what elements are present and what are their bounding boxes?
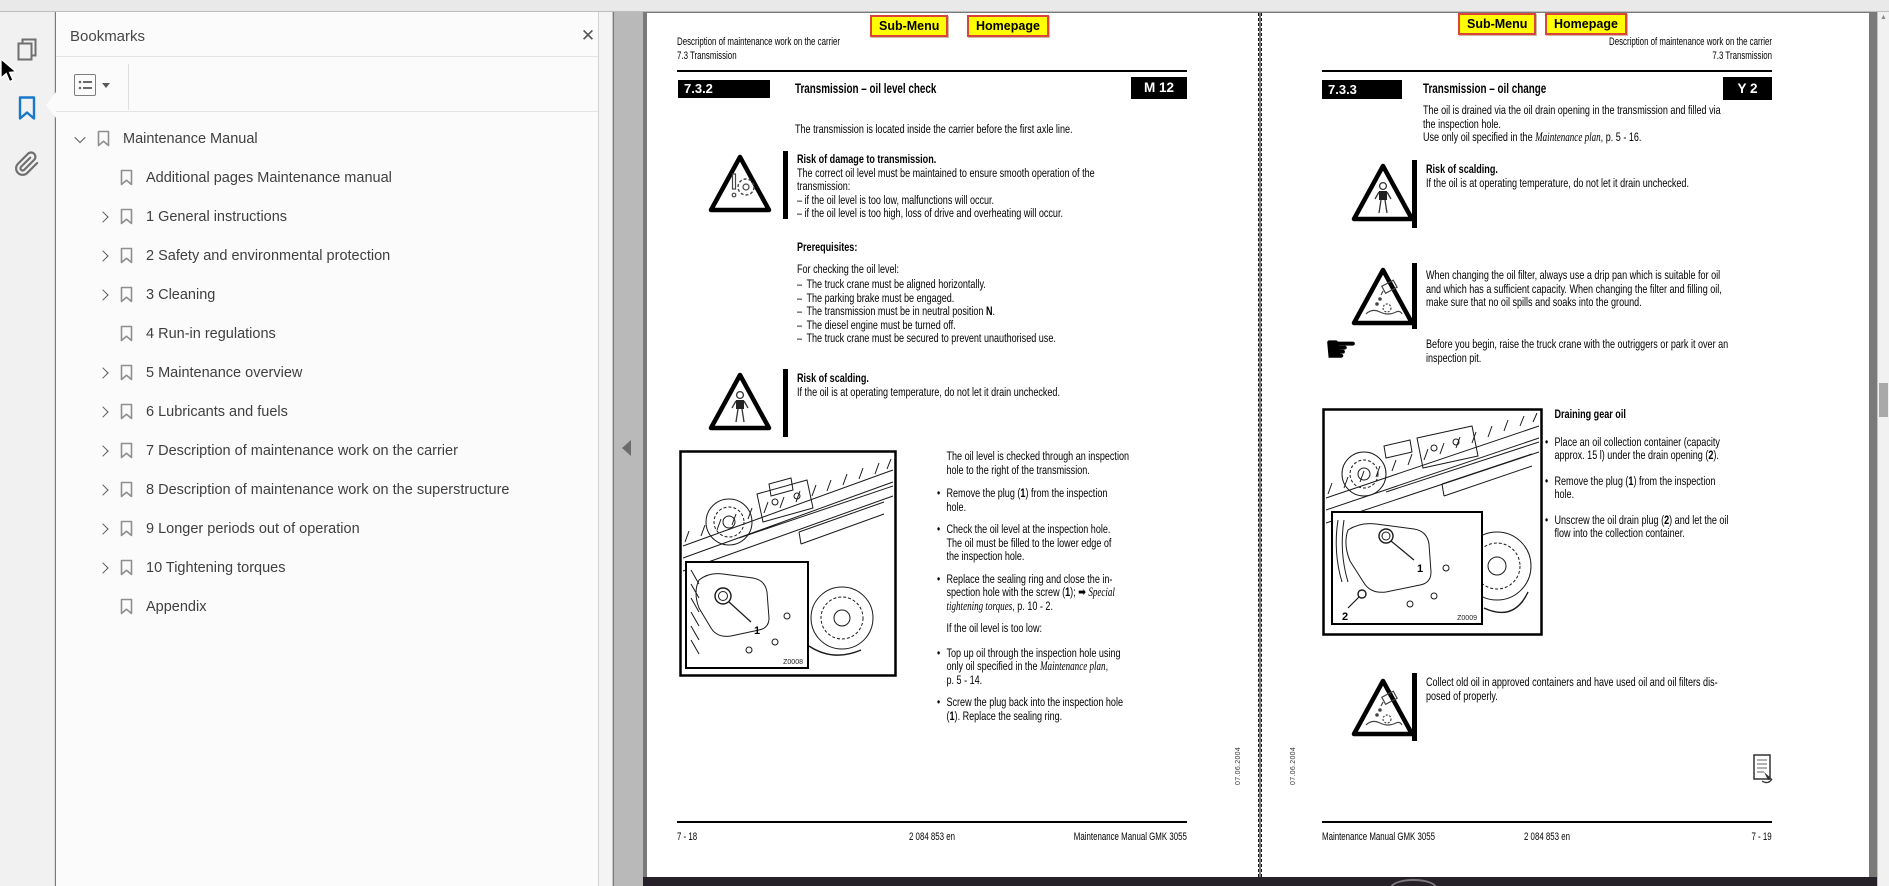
chevron-right-icon[interactable] xyxy=(93,443,113,459)
bookmarks-tree xyxy=(56,119,598,626)
close-panel-button[interactable]: ✕ xyxy=(580,26,596,45)
running-header: Description of maintenance work on the carrier 7.3 Transmission xyxy=(677,36,840,62)
list-item: • Replace the sealing ring and close the in- spection hole with the screw (1); ➡ Special tightening torques, p. 10 - 2. xyxy=(937,571,1115,613)
scrollbar-thumb[interactable] xyxy=(1879,383,1888,417)
list-item: • Screw the plug back into the inspection hole (1). Replace the sealing ring. xyxy=(937,695,1123,723)
figure-code: Z0008 xyxy=(783,659,803,666)
list-marker: – xyxy=(797,304,803,318)
prereq-list xyxy=(797,278,1191,346)
bookmark-item[interactable] xyxy=(56,158,598,197)
bookmark-icon xyxy=(119,364,135,381)
homepage-link-button[interactable]: Homepage xyxy=(967,15,1049,37)
divider xyxy=(128,64,129,110)
maintenance-interval-badge: M 12 xyxy=(1131,77,1187,99)
bookmark-icon xyxy=(15,95,39,122)
footer-page-number: 7 - 18 xyxy=(677,831,698,843)
section-title: Transmission – oil level check xyxy=(795,81,937,96)
bookmark-item-label: Appendix xyxy=(146,598,207,615)
bookmark-icon xyxy=(119,169,135,186)
list-marker: – xyxy=(797,277,803,291)
footer-rule xyxy=(677,821,1187,823)
footer-doc-number: 2 084 853 en xyxy=(908,831,956,843)
bookmark-item[interactable] xyxy=(56,353,598,392)
chevron-right-icon[interactable] xyxy=(93,482,113,498)
chevron-placeholder xyxy=(93,599,113,615)
footer-rule xyxy=(1322,821,1772,823)
pdf-page-left xyxy=(647,13,1259,877)
list-item: • Remove the plug (1) from the inspection hole. xyxy=(1545,473,1716,501)
warning-scalding-text: Risk of scalding. If the oil is at operating temperature, do not let it drain unchecked. xyxy=(797,371,1060,399)
navigation-pane-icon-strip xyxy=(0,12,55,886)
chevron-right-icon[interactable] xyxy=(93,560,113,576)
column-intro: The oil level is checked through an inspection hole to the right of the transmission. xyxy=(946,449,1130,477)
bookmark-item-label: 4 Run-in regulations xyxy=(146,325,276,342)
warning-bar xyxy=(783,151,788,219)
next-page-logo-fragment xyxy=(1390,879,1437,886)
bookmark-icon xyxy=(119,247,135,264)
warning-drip-pan-text: When changing the oil filter, always use a drip pan which is suitable for oil and which has a sufficient capacity. When changing the filter and filling oil, make sure that no oil spills and soaks into the ground. xyxy=(1426,268,1722,309)
bookmark-item-label: 6 Lubricants and fuels xyxy=(146,403,288,420)
warning-scalding-text: Risk of scalding. If the oil is at operating temperature, do not let it drain unchecked. xyxy=(1426,162,1689,190)
header-rule xyxy=(677,70,1187,72)
bookmark-item[interactable] xyxy=(56,119,598,158)
bookmark-icon xyxy=(119,208,135,225)
figure-transmission-drain xyxy=(1322,408,1543,636)
warning-collect-oil-text: Collect old oil in approved containers and have used oil and oil filters dis- posed of properly. xyxy=(1426,675,1718,703)
steps-list xyxy=(1545,436,1786,541)
bookmark-item[interactable] xyxy=(56,509,598,548)
chevron-placeholder xyxy=(93,326,113,342)
list-item: – The truck crane must be secured to prevent unauthorised use. xyxy=(797,331,1056,345)
maintenance-interval-badge: Y 2 xyxy=(1723,77,1772,100)
warning-bar xyxy=(783,369,788,437)
bookmark-options-button[interactable] xyxy=(74,74,96,96)
bookmark-item[interactable] xyxy=(56,587,598,626)
list-marker: • xyxy=(937,571,941,586)
list-options-icon xyxy=(78,79,93,92)
note-document-icon xyxy=(1751,753,1775,785)
list-marker: • xyxy=(1545,512,1549,527)
submenu-link-button[interactable]: Sub-Menu xyxy=(1458,13,1536,35)
drain-heading: Draining gear oil xyxy=(1554,407,1626,421)
list-item: – The truck crane must be aligned horizontally. xyxy=(797,277,986,291)
header-rule xyxy=(1322,70,1772,72)
list-marker: • xyxy=(937,486,941,500)
bookmark-item[interactable] xyxy=(56,236,598,275)
list-item: • Unscrew the oil drain plug (2) and let the oil flow into the collection container. xyxy=(1545,512,1729,540)
warning-triangle-damage-icon xyxy=(707,152,773,216)
chevron-down-icon[interactable] xyxy=(102,83,110,88)
prerequisites-label: Prerequisites: xyxy=(797,240,858,254)
list-item: • Check the oil level at the inspection hole. The oil must be filled to the lower edge of the inspection hole. xyxy=(937,522,1112,563)
panel-title: Bookmarks xyxy=(70,28,146,45)
document-scrollbar[interactable] xyxy=(1877,12,1889,886)
intro-paragraph: The oil is drained via the oil drain opening in the transmission and filled via the inspection hole. Use only oil specified in the Maintenance plan, p. 5 - 16. xyxy=(1423,103,1721,144)
divider xyxy=(56,56,598,57)
warning-triangle-environment-icon xyxy=(1350,265,1416,329)
prereq-intro: For checking the oil level: xyxy=(797,262,900,276)
list-marker: • xyxy=(937,695,941,709)
section-number: 7.3.3 xyxy=(1322,80,1402,99)
list-item: – The parking brake must be engaged. xyxy=(797,290,955,305)
footer-doc-title: Maintenance Manual GMK 3055 xyxy=(1322,831,1436,843)
bookmark-item-label: 2 Safety and environmental protection xyxy=(146,247,391,264)
hand-note-text: Before you begin, raise the truck crane with the outriggers or park it over an inspection pit. xyxy=(1426,337,1729,365)
bookmark-item[interactable] xyxy=(56,548,598,587)
bookmark-item-label: 3 Cleaning xyxy=(146,286,216,303)
warning-triangle-scalding-icon xyxy=(1350,161,1416,225)
intro-paragraph: The transmission is located inside the carrier before the first axle line. xyxy=(795,122,1073,136)
list-item: – The transmission must be in neutral position N. xyxy=(797,304,996,318)
bookmark-icon xyxy=(119,442,135,459)
chevron-right-icon[interactable] xyxy=(93,209,113,225)
chevron-right-icon[interactable] xyxy=(93,404,113,420)
list-marker: – xyxy=(797,317,803,332)
bookmark-item[interactable] xyxy=(56,470,598,509)
bookmark-item-label: 9 Longer periods out of operation xyxy=(146,520,360,537)
bookmark-item-label: 8 Description of maintenance work on the superstructure xyxy=(146,481,510,498)
footer-page-number: 7 - 19 xyxy=(1751,831,1772,843)
steps-list xyxy=(937,487,1178,613)
bookmark-item-label: Additional pages Maintenance manual xyxy=(146,169,392,186)
bookmark-icon xyxy=(119,598,135,615)
scroll-up-icon[interactable]: ▲ xyxy=(1880,14,1887,21)
bookmark-item-label: Maintenance Manual xyxy=(123,130,258,147)
section-number: 7.3.2 xyxy=(678,80,770,98)
homepage-link-button[interactable]: Homepage xyxy=(1545,13,1627,35)
next-spread-gap xyxy=(643,877,1877,886)
chevron-right-icon[interactable] xyxy=(93,287,113,303)
print-date-sideways: 07.06.2004 xyxy=(1235,746,1242,785)
section-title: Transmission – oil change xyxy=(1423,81,1547,96)
procedure-column xyxy=(1545,408,1786,553)
divider xyxy=(56,111,598,112)
chevron-placeholder xyxy=(93,170,113,186)
running-header: Description of maintenance work on the carrier 7.3 Transmission xyxy=(1609,36,1772,62)
figure-code: Z0009 xyxy=(1457,615,1477,622)
warning-bar xyxy=(1412,160,1417,228)
chevron-right-icon[interactable] xyxy=(93,248,113,264)
list-marker: • xyxy=(937,522,941,536)
pdf-page-right xyxy=(1261,13,1869,877)
footer-doc-title: Maintenance Manual GMK 3055 xyxy=(1073,831,1187,843)
list-item: • Place an oil collection container (capacity approx. 15 l) under the drain opening (2). xyxy=(1545,434,1720,462)
collapse-panel-icon[interactable] xyxy=(622,440,631,456)
print-date-sideways: 07.06.2004 xyxy=(1290,746,1297,785)
bookmark-icon xyxy=(119,325,135,342)
bookmark-item[interactable] xyxy=(56,431,598,470)
toolbar-bottom-edge xyxy=(0,0,1889,12)
bookmark-icon xyxy=(119,286,135,303)
page-footer xyxy=(677,831,1187,845)
submenu-link-button[interactable]: Sub-Menu xyxy=(870,15,948,37)
bookmark-item-label: 5 Maintenance overview xyxy=(146,364,303,381)
list-marker: • xyxy=(1545,434,1549,449)
figure-callout-1: 1 xyxy=(754,625,761,637)
chevron-right-icon[interactable] xyxy=(93,365,113,381)
bookmark-icon xyxy=(119,481,135,498)
warning-damage-text: Risk of damage to transmission. The correct oil level must be maintained to ensure smooth operation of the transmission: – if the oil level is too low, malfunctions will occur. – if the oil level is too high, loss of drive and overheating will occur. xyxy=(797,152,1095,220)
warning-triangle-scalding-icon xyxy=(707,370,773,434)
figure-callout-2: 2 xyxy=(1342,611,1349,623)
list-item: • Remove the plug (1) from the inspection hole. xyxy=(937,486,1108,514)
list-marker: • xyxy=(1545,473,1549,488)
bookmarks-panel xyxy=(56,12,598,886)
active-panel-notch xyxy=(46,92,56,118)
bookmark-item[interactable] xyxy=(56,392,598,431)
page-footer xyxy=(1322,831,1772,845)
warning-bar xyxy=(1412,263,1417,329)
mouse-cursor xyxy=(0,58,20,84)
paperclip-icon xyxy=(14,151,40,177)
list-item: – The diesel engine must be turned off. xyxy=(797,317,956,332)
bookmark-item-label: 10 Tightening torques xyxy=(146,559,286,576)
bookmark-icon xyxy=(96,130,112,147)
attachments-panel-button[interactable] xyxy=(13,150,41,178)
figure-callout-1: 1 xyxy=(1417,563,1424,575)
bookmarks-panel-button[interactable] xyxy=(13,94,41,122)
pointing-hand-icon: ☛ xyxy=(1324,329,1359,371)
figure-transmission-inspection xyxy=(679,450,897,677)
bookmark-item-label: 7 Description of maintenance work on the carrier xyxy=(146,442,458,459)
bookmark-item[interactable] xyxy=(56,275,598,314)
bookmark-item[interactable] xyxy=(56,197,598,236)
chevron-down-icon[interactable] xyxy=(70,131,90,147)
bookmark-icon xyxy=(119,520,135,537)
bookmark-icon xyxy=(119,403,135,420)
chevron-right-icon[interactable] xyxy=(93,521,113,537)
warning-bar xyxy=(1412,673,1417,741)
low-oil-label: If the oil level is too low: xyxy=(946,621,1043,635)
warning-triangle-environment-icon xyxy=(1350,676,1416,740)
list-item: • Top up oil through the inspection hole using only oil specified in the Maintenance plan, p. 5 - 14. xyxy=(937,645,1121,687)
panel-scrollbar[interactable] xyxy=(598,12,613,886)
steps-list-2 xyxy=(937,647,1178,724)
list-marker: – xyxy=(797,290,803,305)
procedure-column xyxy=(937,450,1178,732)
footer-doc-number: 2 084 853 en xyxy=(1523,831,1571,843)
list-marker: – xyxy=(797,331,803,345)
list-marker: • xyxy=(937,645,941,660)
bookmark-item[interactable] xyxy=(56,314,598,353)
bookmark-icon xyxy=(119,559,135,576)
bookmark-item-label: 1 General instructions xyxy=(146,208,288,225)
panel-splitter[interactable] xyxy=(614,12,643,886)
